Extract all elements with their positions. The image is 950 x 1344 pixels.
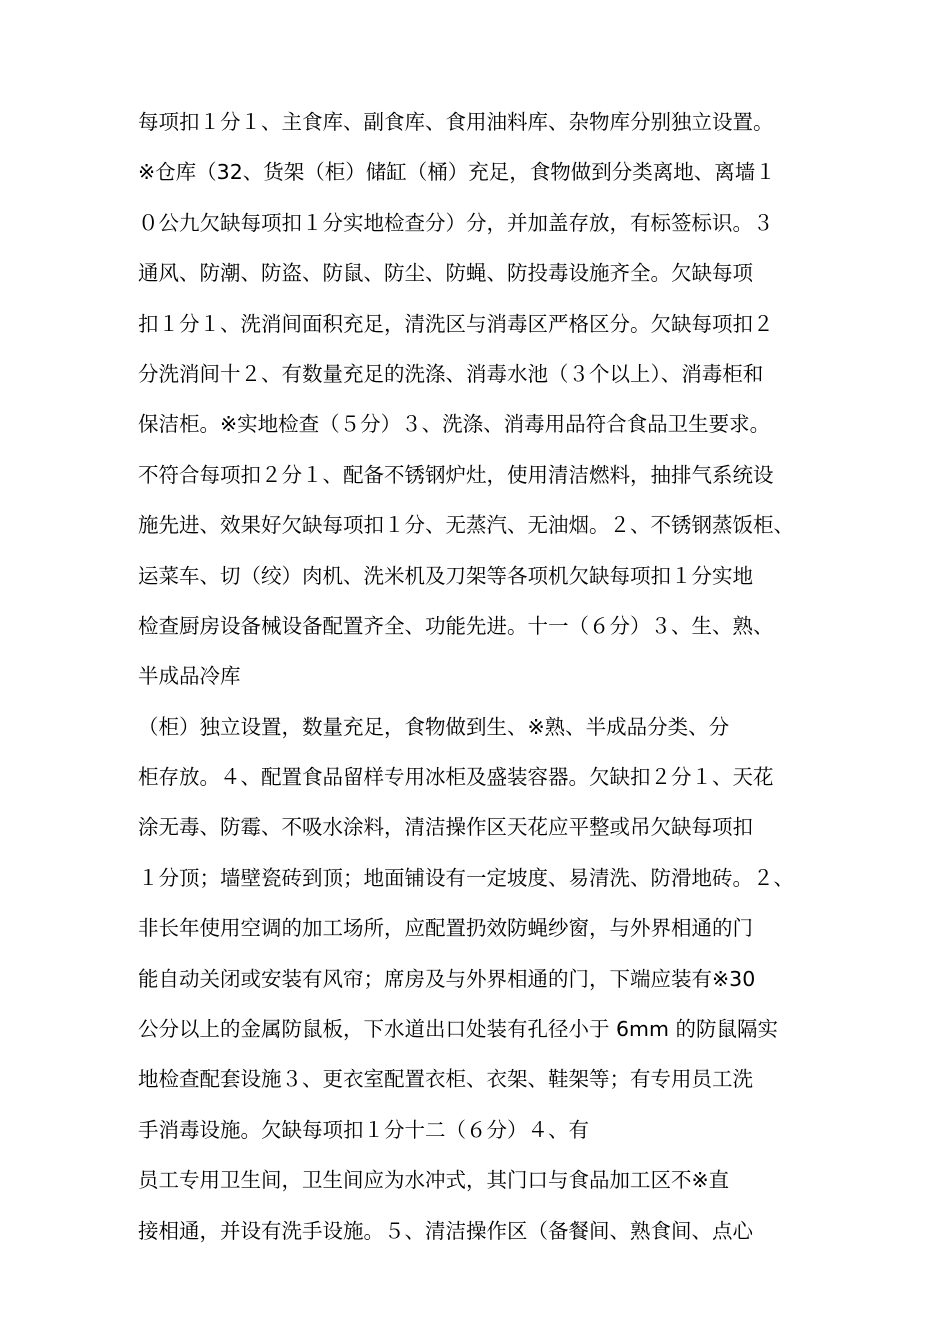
- text-line: 公分以上的金属防鼠板，下水道出口处装有孔径小于 6mm 的防鼠隔实: [138, 1017, 779, 1042]
- text-line: 保洁柜。※实地检查（５分）３、洗涤、消毒用品符合食品卫生要求。: [138, 412, 771, 437]
- text-line: 非长年使用空调的加工场所，应配置扔效防蝇纱窗，与外界相通的门: [138, 916, 753, 941]
- text-line: 通风、防潮、防盗、防鼠、防尘、防蝇、防投毒设施齐全。欠缺每项: [138, 261, 753, 286]
- text-line: 施先进、效果好欠缺每项扣１分、无蒸汽、无油烟。２、不锈钢蒸饭柜、: [138, 513, 794, 538]
- text-line: ※仓库（32、货架（柜）储缸（桶）充足，食物做到分类离地、离墙１: [138, 160, 776, 185]
- text-line: 不符合每项扣２分１、配备不锈钢炉灶，使用清洁燃料，抽排气系统设: [138, 462, 774, 487]
- text-line: 运菜车、切（绞）肉机、洗米机及刀架等各项机欠缺每项扣１分实地: [138, 563, 753, 588]
- text-line: 地检查配套设施３、更衣室配置衣柜、衣架、鞋架等；有专用员工洗: [138, 1067, 753, 1092]
- text-line: （柜）独立设置，数量充足，食物做到生、※熟、半成品分类、分: [138, 714, 730, 739]
- text-line: １分顶；墙壁瓷砖到顶；地面铺设有一定坡度、易清洗、防滑地砖。２、: [138, 865, 794, 890]
- text-line: 手消毒设施。欠缺每项扣１分十二（６分）４、有: [138, 1117, 589, 1142]
- text-line: 分洗消间十２、有数量充足的洗涤、消毒水池（３个以上）、消毒柜和: [138, 361, 764, 386]
- text-line: 每项扣１分１、主食库、副食库、食用油料库、杂物库分别独立设置。: [138, 110, 774, 134]
- text-line: 扣１分１、洗消间面积充足，清洗区与消毒区严格区分。欠缺每项扣２: [138, 311, 774, 336]
- text-line: 检查厨房设备械设备配置齐全、功能先进。十一（６分）３、生、熟、: [138, 613, 774, 638]
- text-line: 涂无毒、防霉、不吸水涂料，清洁操作区天花应平整或吊欠缺每项扣: [138, 815, 753, 840]
- text-line: 半成品冷库: [138, 664, 241, 689]
- text-line: ０公九欠缺每项扣１分实地检查分）分，并加盖存放，有标签标识。３: [138, 210, 774, 235]
- body-text: [138, 97, 838, 1256]
- text-line: 接相通，并设有洗手设施。５、清洁操作区（备餐间、熟食间、点心: [138, 1218, 753, 1243]
- text-line: 柜存放。４、配置食品留样专用冰柜及盛装容器。欠缺扣２分１、天花: [138, 765, 774, 790]
- text-line: 员工专用卫生间，卫生间应为水冲式，其门口与食品加工区不※直: [138, 1168, 730, 1193]
- text-line: 能自动关闭或安装有风帘；席房及与外界相通的门，下端应装有※30: [138, 966, 756, 991]
